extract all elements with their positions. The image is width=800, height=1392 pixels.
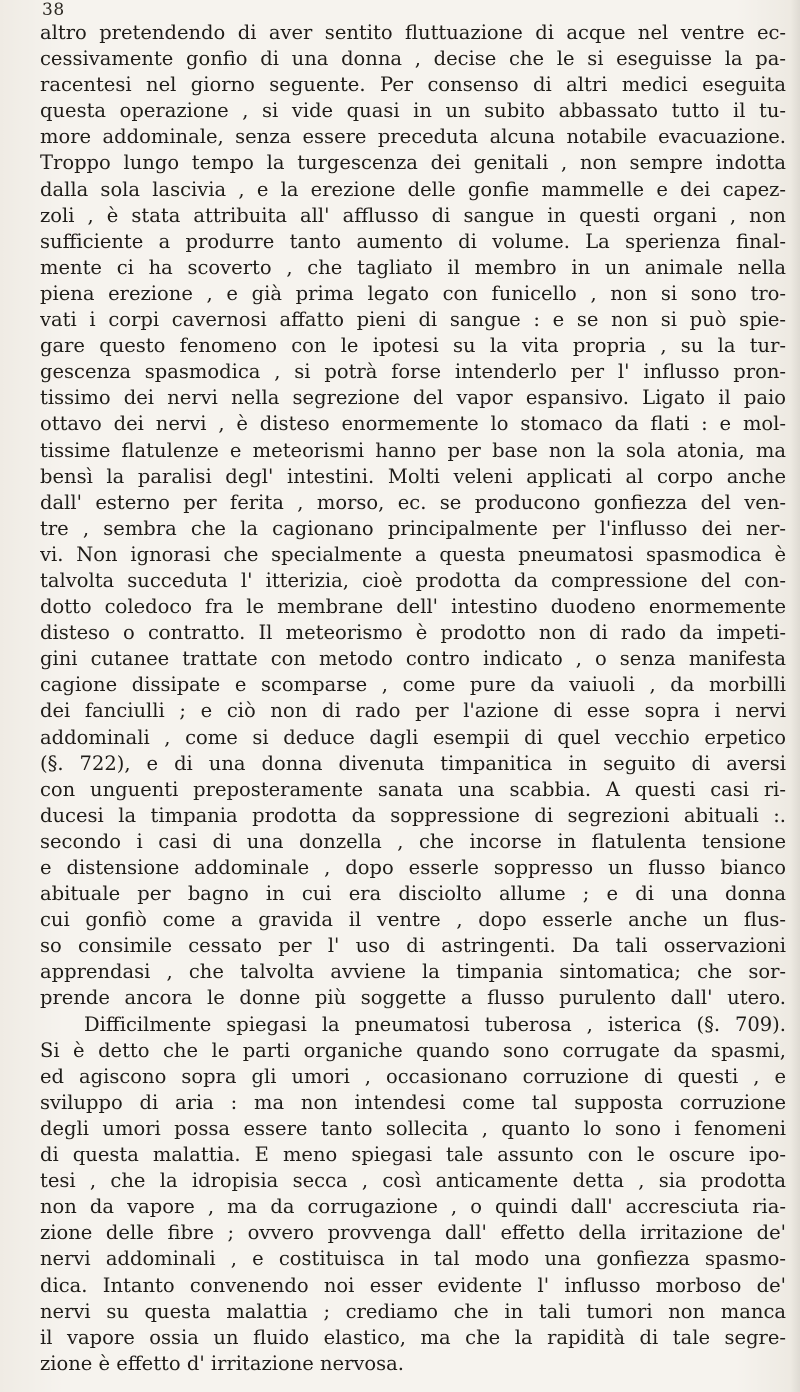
- text-line: Si è detto che le parti organiche quando sono corrugate da spasmi,: [40, 1038, 786, 1062]
- text-line: non da vapore , ma da corrugazione , o quindi dall' accresciuta ria-: [40, 1195, 786, 1219]
- text-line: degli umori possa essere tanto sollecita , quanto lo sono i fenomeni: [40, 1116, 786, 1140]
- text-line: con unguenti preposteramente sanata una scabbia. A questi casi ri-: [40, 777, 786, 801]
- text-line: di questa malattia. E meno spiegasi tale assunto con le oscure ipo-: [40, 1143, 786, 1167]
- page-number: 38: [42, 0, 65, 20]
- text-line: vati i corpi cavernosi affatto pieni di sangue : e se non si può spie-: [40, 308, 786, 332]
- text-line: (§. 722), e di una donna divenuta timpanitica in seguito di aversi: [40, 751, 786, 775]
- text-line: zione è effetto d' irritazione nervosa.: [40, 1351, 405, 1375]
- text-line: more addominale, senza essere preceduta alcuna notabile evacuazione.: [40, 125, 786, 149]
- text-line: bensì la paralisi degl' intestini. Molti veleni applicati al corpo anche: [40, 464, 786, 488]
- text-line: dall' esterno per ferita , morso, ec. se producono gonfiezza del ven-: [40, 490, 786, 514]
- text-line: Difficilmente spiegasi la pneumatosi tuberosa , isterica (§. 709).: [84, 1012, 786, 1036]
- text-line: zoli , è stata attribuita all' afflusso di sangue in questi organi , non: [40, 203, 786, 227]
- text-line: tre , sembra che la cagionano principalmente per l'influsso dei ner-: [40, 516, 786, 540]
- text-line: addominali , come si deduce dagli esempii di quel vecchio erpetico: [40, 725, 786, 749]
- body-text: [40, 20, 786, 1377]
- text-line: gescenza spasmodica , si potrà forse intenderlo per l' influsso pron-: [40, 360, 786, 384]
- text-line: tesi , che la idropisia secca , così anticamente detta , sia prodotta: [40, 1169, 786, 1193]
- text-line: cagione dissipate e scomparse , come pure da vaiuoli , da morbilli: [40, 673, 786, 697]
- text-line: disteso o contratto. Il meteorismo è prodotto non di rado da impeti-: [40, 621, 786, 645]
- text-line: secondo i casi di una donzella , che incorse in flatulenta tensione: [40, 829, 786, 853]
- text-line: nervi addominali , e costituisca in tal modo una gonfiezza spasmo-: [40, 1247, 786, 1271]
- text-line: prende ancora le donne più soggette a flusso purulento dall' utero.: [40, 986, 786, 1010]
- text-line: ottavo dei nervi , è disteso enormemente lo stomaco da flati : e mol-: [40, 412, 786, 436]
- text-line: sviluppo di aria : ma non intendesi come tal supposta corruzione: [40, 1090, 786, 1114]
- text-line: tissimo dei nervi nella segrezione del vapor espansivo. Ligato il paio: [40, 386, 786, 410]
- text-line: dalla sola lascivia , e la erezione delle gonfie mammelle e dei capez-: [40, 177, 786, 201]
- page-edge-shadow: [790, 0, 800, 1392]
- text-line: dotto coledoco fra le membrane dell' intestino duodeno enormemente: [40, 595, 786, 619]
- text-line: cui gonfiò come a gravida il ventre , dopo esserle anche un flus-: [40, 908, 786, 932]
- text-line: cessivamente gonfio di una donna , decise che le si eseguisse la pa-: [40, 47, 786, 71]
- text-line: sufficiente a produrre tanto aumento di volume. La sperienza final-: [40, 229, 786, 253]
- text-line: ed agiscono sopra gli umori , occasionano corruzione di questi , e: [40, 1064, 786, 1088]
- text-line: gare questo fenomeno con le ipotesi su la vita propria , su la tur-: [40, 334, 786, 358]
- text-line: tissime flatulenze e meteorismi hanno per base non la sola atonia, ma: [40, 438, 786, 462]
- text-line: zione delle fibre ; ovvero provvenga dall' effetto della irritazione de': [40, 1221, 786, 1245]
- text-line: nervi su questa malattia ; crediamo che in tali tumori non manca: [40, 1299, 786, 1323]
- text-line: dei fanciulli ; e ciò non di rado per l'azione di esse sopra i nervi: [40, 699, 786, 723]
- text-line: so consimile cessato per l' uso di astringenti. Da tali osservazioni: [40, 934, 786, 958]
- text-line: Troppo lungo tempo la turgescenza dei genitali , non sempre indotta: [40, 151, 786, 175]
- text-line: il vapore ossia un fluido elastico, ma che la rapidità di tale segre-: [40, 1325, 786, 1349]
- text-line: racentesi nel giorno seguente. Per consenso di altri medici eseguita: [40, 73, 786, 97]
- text-line: questa operazione , si vide quasi in un subito abbassato tutto il tu-: [40, 99, 786, 123]
- text-line: dica. Intanto convenendo noi esser evidente l' influsso morboso de': [40, 1273, 786, 1297]
- text-line: apprendasi , che talvolta avviene la timpania sintomatica; che sor-: [40, 960, 786, 984]
- text-line: gini cutanee trattate con metodo contro indicato , o senza manifesta: [40, 647, 786, 671]
- text-line: abituale per bagno in cui era disciolto allume ; e di una donna: [40, 882, 786, 906]
- text-line: talvolta succeduta l' itterizia, cioè prodotta da compressione del con-: [40, 568, 786, 592]
- text-line: e distensione addominale , dopo esserle soppresso un flusso bianco: [40, 856, 786, 879]
- text-line: vi. Non ignorasi che specialmente a questa pneumatosi spasmodica è: [40, 542, 786, 566]
- text-line: altro pretendendo di aver sentito fluttuazione di acque nel ventre ec-: [40, 21, 786, 44]
- text-line: ducesi la timpania prodotta da soppressione di segrezioni abituali :.: [40, 803, 786, 827]
- text-line: piena erezione , e già prima legato con funicello , non si sono tro-: [40, 281, 786, 305]
- text-line: mente ci ha scoverto , che tagliato il membro in un animale nella: [40, 255, 786, 279]
